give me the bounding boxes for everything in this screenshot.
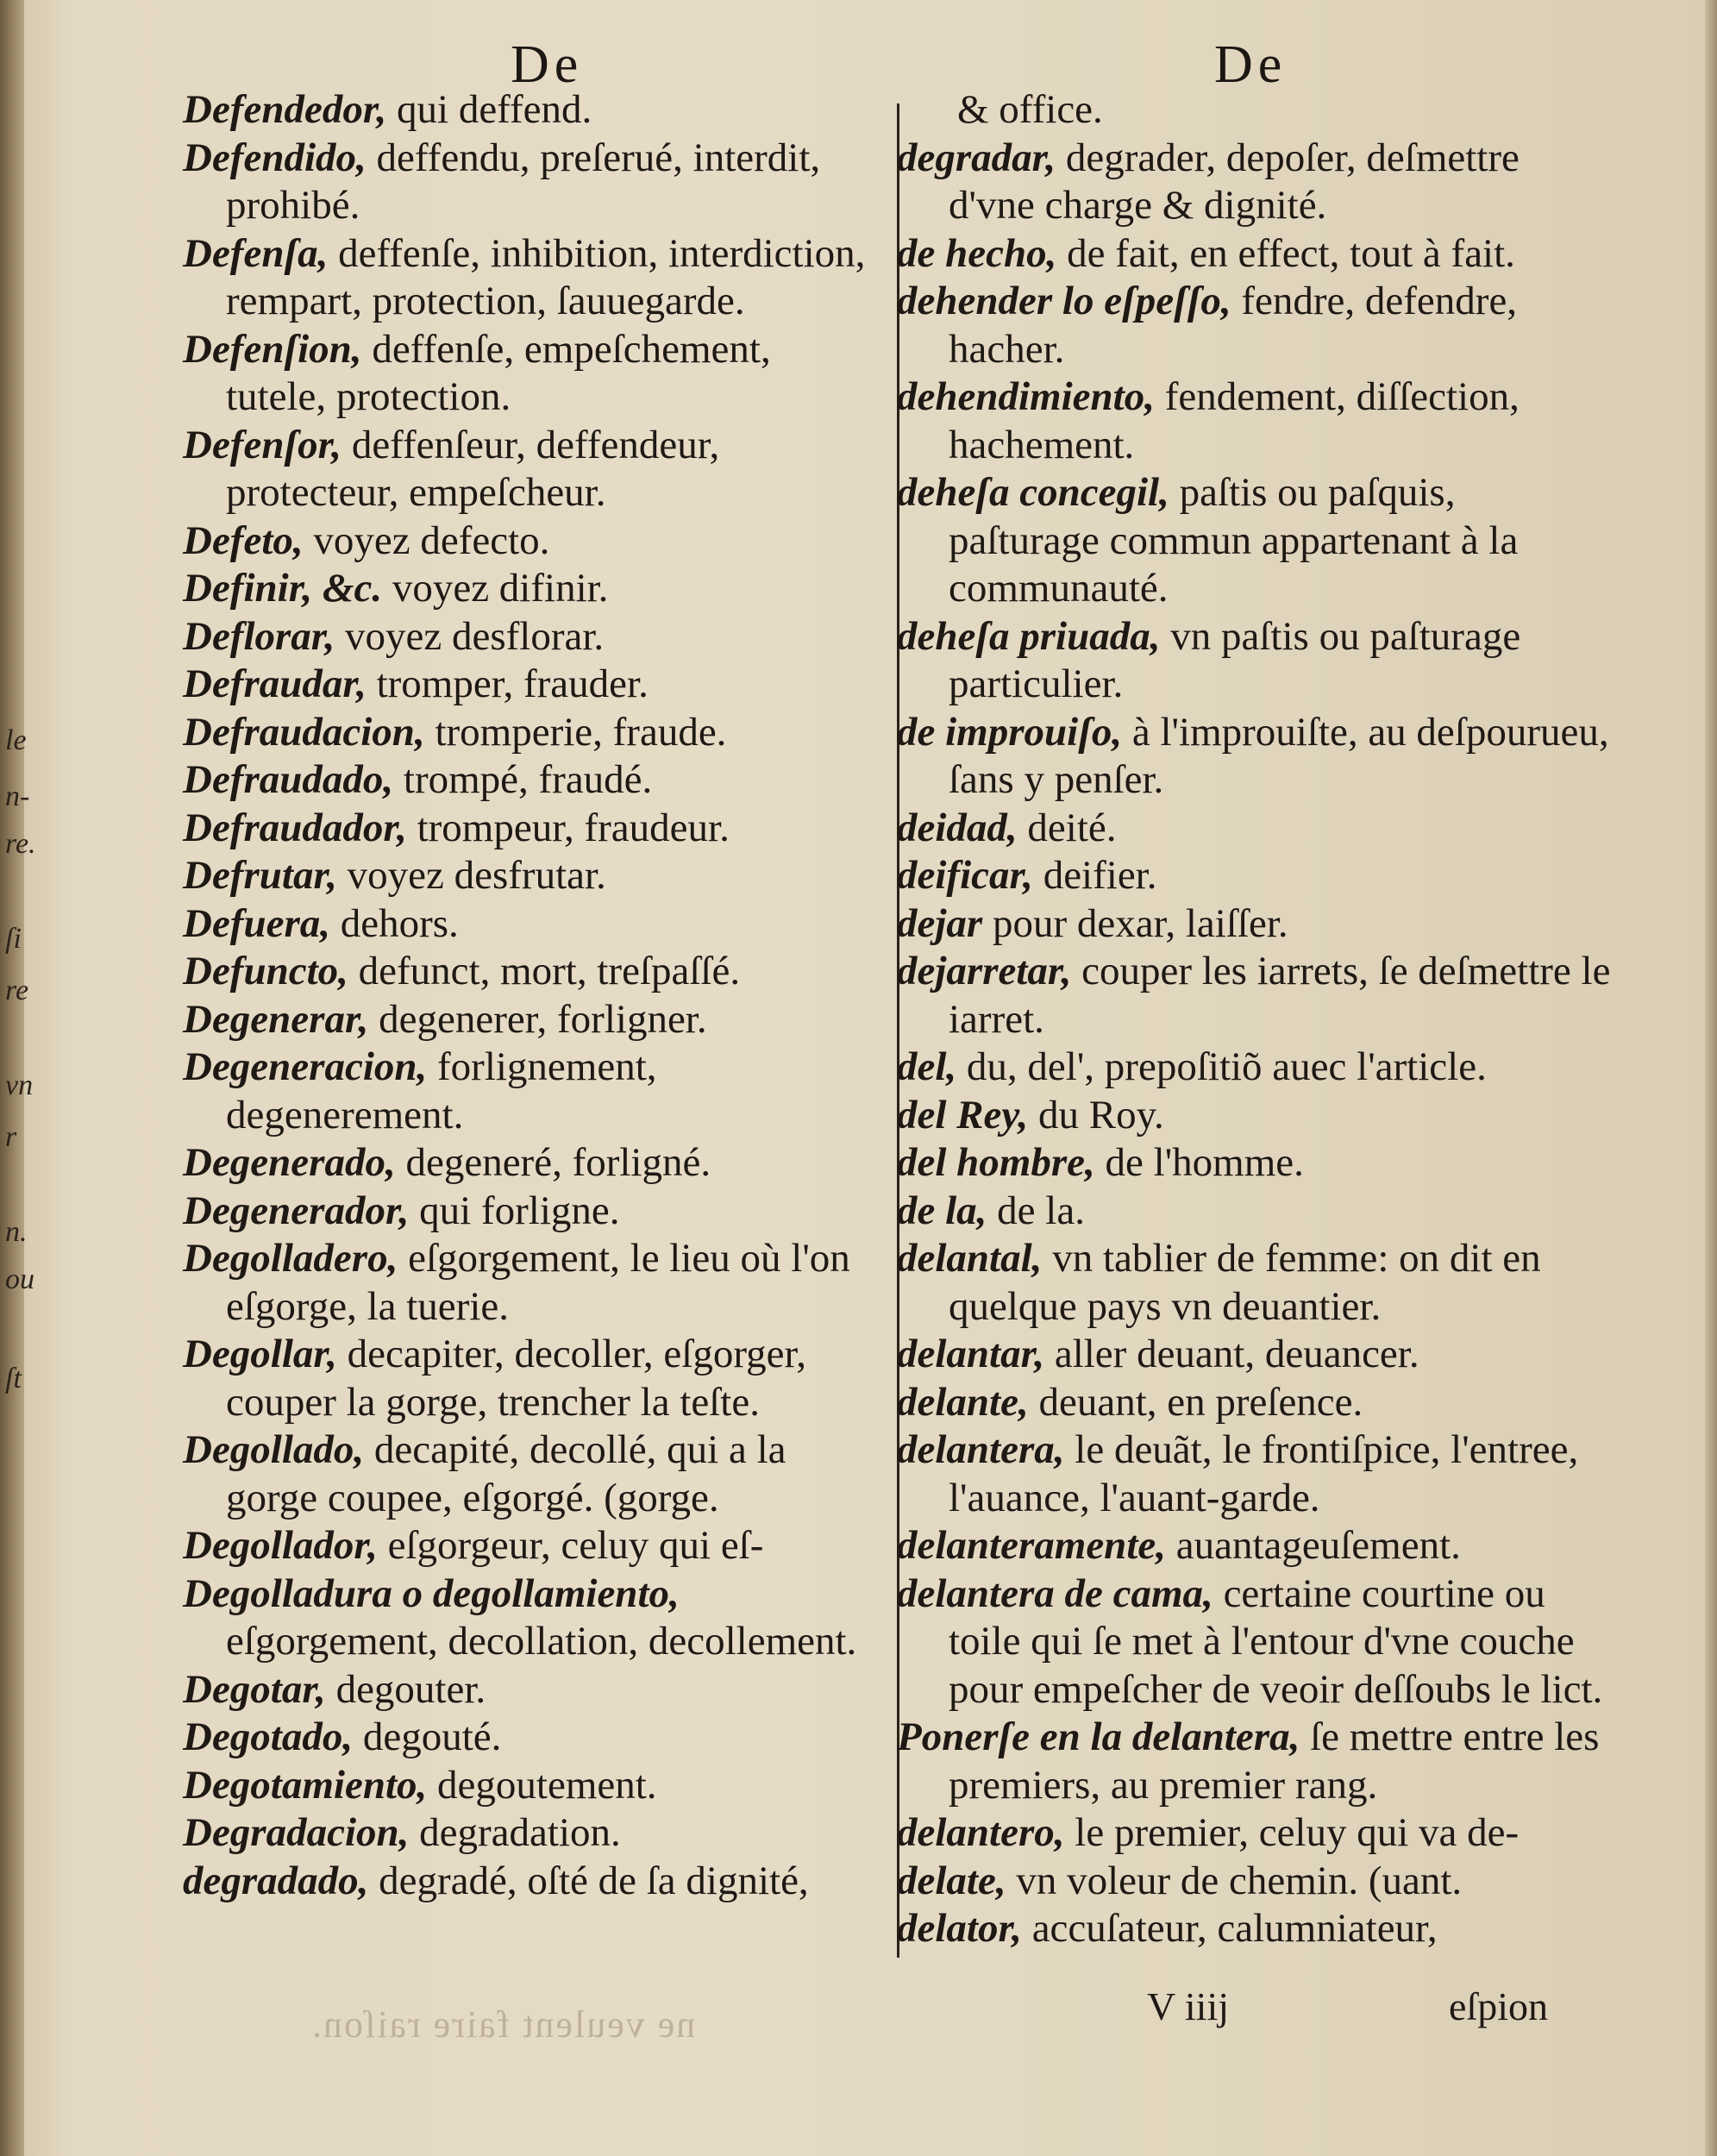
dictionary-entry — [897, 900, 1613, 949]
margin-fragment: ſt — [5, 1363, 22, 1395]
definition: trompé, fraudé. — [393, 757, 653, 802]
margin-fragment: le — [5, 724, 27, 756]
dictionary-entry — [183, 852, 873, 900]
dictionary-entry — [897, 1426, 1613, 1522]
dictionary-entry — [897, 1905, 1613, 1953]
headword: deidad, — [897, 805, 1018, 850]
headword: Defraudacion, — [183, 709, 425, 755]
dictionary-entry — [183, 805, 873, 853]
catchword: eſpion — [1449, 1984, 1548, 2028]
dictionary-entry — [897, 135, 1613, 230]
headword: Deflorar, — [183, 613, 335, 659]
dictionary-entry — [897, 805, 1613, 853]
dictionary-entry — [183, 1714, 873, 1762]
dictionary-entry — [897, 1714, 1613, 1809]
definition: tromper, frauder. — [366, 661, 649, 706]
definition: qui deffend. — [386, 87, 592, 132]
definition: ſe mettre entre les premiers, au premier rang. — [949, 1714, 1600, 1808]
headword: Degradacion, — [183, 1810, 410, 1855]
definition: accuſateur, calumniateur, — [1021, 1906, 1438, 1951]
definition: degradé, oſté de ſa dignité, — [368, 1858, 809, 1903]
headword: Defraudado, — [183, 757, 394, 802]
headword: Degolladero, — [183, 1236, 398, 1281]
headword: Degotar, — [183, 1666, 326, 1712]
definition: defunct, mort, treſpaſſé. — [348, 949, 741, 993]
headword: Defendedor, — [183, 87, 387, 132]
dictionary-entry — [897, 948, 1613, 1044]
headword: delanteramente, — [897, 1523, 1166, 1568]
dictionary-entry — [183, 517, 873, 566]
headword: del, — [897, 1044, 957, 1089]
definition: vn paſtis ou paſturage particulier. — [949, 613, 1521, 706]
headword: Degollar, — [183, 1332, 337, 1376]
definition: deffendu, preſerué, interdit, prohibé. — [226, 135, 821, 228]
headword: de la, — [897, 1188, 987, 1233]
dictionary-entry — [897, 1092, 1613, 1140]
definition: paſtis ou paſquis, paſturage commun appartenant à la communauté. — [949, 470, 1519, 611]
headword: delate, — [897, 1858, 1006, 1903]
definition: decapité, decollé, qui a la gorge coupee, eſgorgé. (gorge. — [226, 1427, 786, 1520]
definition: aller deuant, deuancer. — [1044, 1332, 1419, 1376]
headword: Defenſa, — [183, 230, 329, 276]
headword: Defuncto, — [183, 949, 348, 993]
dictionary-entry — [183, 1235, 873, 1331]
headword: Degeneracion, — [183, 1044, 428, 1089]
margin-fragment: ſi — [5, 923, 22, 955]
headword: Defenſion, — [183, 326, 362, 372]
dictionary-entry — [183, 1331, 873, 1426]
dictionary-entry — [183, 1809, 873, 1858]
dictionary-entry — [897, 1522, 1613, 1570]
definition: deffenſe, empeſchement, tutele, protection. — [226, 326, 771, 419]
headword: Definir, &c. — [183, 566, 383, 611]
definition: degenerer, forligner. — [368, 996, 707, 1042]
dictionary-entry — [183, 948, 873, 996]
margin-fragment: re — [5, 975, 29, 1006]
headword: del hombre, — [897, 1140, 1095, 1185]
headword: Degenerador, — [183, 1188, 410, 1233]
definition: voyez defecto. — [303, 517, 550, 563]
definition: eſgorgement, le lieu où l'on eſgorge, la tuerie. — [226, 1236, 850, 1329]
headword: Degolladura o degollamiento, — [183, 1570, 680, 1616]
margin-fragment: r — [5, 1121, 17, 1153]
margin-fragment: vn — [5, 1069, 34, 1101]
definition: vn voleur de chemin. (uant. — [1006, 1858, 1463, 1903]
definition: trompeur, fraudeur. — [406, 805, 730, 850]
definition: de la. — [987, 1188, 1085, 1233]
headword: Defrutar, — [183, 853, 337, 898]
definition: voyez desflorar. — [335, 613, 605, 659]
definition: deffenſeur, deffendeur, protecteur, empeſcheur. — [226, 422, 720, 515]
definition: eſgorgement, decollation, decollement. — [226, 1619, 857, 1664]
headword: Ponerſe en la delantera, — [897, 1714, 1300, 1759]
dictionary-entry — [183, 1570, 873, 1666]
left-column — [183, 86, 873, 1905]
headword: Defraudador, — [183, 805, 407, 850]
dictionary-entry — [183, 1188, 873, 1236]
definition: decapiter, decoller, eſgorger, couper la gorge, trencher la teſte. — [226, 1332, 807, 1425]
definition: forlignement, degenerement. — [226, 1044, 657, 1138]
headword: delantera, — [897, 1427, 1065, 1472]
dictionary-entry — [897, 278, 1613, 373]
dictionary-entry — [897, 1809, 1613, 1858]
headword: Degollador, — [183, 1523, 378, 1568]
definition: deité. — [1017, 805, 1117, 850]
definition: de fait, en effect, tout à fait. — [1056, 230, 1515, 276]
headword: de hecho, — [897, 230, 1057, 276]
definition: du, del', prepoſitiõ auec l'article. — [956, 1044, 1487, 1089]
headword: delantera de cama, — [897, 1570, 1213, 1616]
headword: degradar, — [897, 135, 1056, 180]
definition: degouté. — [353, 1714, 502, 1759]
dictionary-entry — [897, 230, 1613, 279]
dictionary-entry — [183, 1044, 873, 1139]
headword: Degotamiento, — [183, 1762, 428, 1808]
headword: Degenerar, — [183, 996, 369, 1042]
dictionary-entry — [897, 613, 1613, 709]
dictionary-entry — [183, 1139, 873, 1188]
definition: couper les iarrets, ſe deſmettre le iarret. — [949, 949, 1611, 1042]
headword: de improuiſo, — [897, 709, 1123, 755]
headword: Defuera, — [183, 900, 330, 946]
definition: à l'improuiſte, au deſpourueu, ſans y penſer. — [949, 709, 1609, 802]
dictionary-entry — [897, 1188, 1613, 1236]
dictionary-entry — [183, 230, 873, 326]
headword: Degotado, — [183, 1714, 354, 1759]
dictionary-entry — [897, 1235, 1613, 1331]
definition: fendre, defendre, hacher. — [949, 279, 1518, 372]
headword: delantal, — [897, 1236, 1043, 1281]
definition: tromperie, fraude. — [424, 709, 727, 755]
headword: delantar, — [897, 1332, 1045, 1376]
headword: dejar — [897, 900, 983, 946]
dictionary-entry — [897, 1858, 1613, 1906]
running-head-right: De — [1214, 35, 1288, 94]
running-head-left: De — [511, 35, 584, 94]
bleed-through-text: ne veulent faire raiſon. — [310, 2003, 696, 2046]
definition: voyez desfrutar. — [336, 853, 606, 898]
definition: voyez difinir. — [382, 566, 609, 611]
definition: deifier. — [1032, 853, 1157, 898]
definition: certaine courtine ou toile qui ſe met à l'entour d'vne couche pour empeſcher de veoir deſſoubs le lict. — [949, 1570, 1603, 1712]
dictionary-entry — [897, 1139, 1613, 1188]
dictionary-entry — [183, 1858, 873, 1906]
definition: degeneré, forligné. — [395, 1140, 711, 1185]
dictionary-entry — [183, 326, 873, 422]
headword: deheſa concegil, — [897, 470, 1169, 515]
definition: le deuãt, le frontiſpice, l'entree, l'auance, l'auant-garde. — [949, 1427, 1579, 1520]
dictionary-entry — [183, 661, 873, 709]
headword: Degenerado, — [183, 1140, 396, 1185]
headword: deificar, — [897, 853, 1033, 898]
dictionary-entry — [183, 709, 873, 757]
headword: dejarretar, — [897, 949, 1072, 993]
dictionary-entry — [183, 1666, 873, 1714]
definition: degrader, depoſer, deſmettre d'vne charge & dignité. — [949, 135, 1520, 228]
headword: Defendido, — [183, 135, 367, 180]
definition: pour dexar, laiſſer. — [982, 900, 1288, 946]
dictionary-entry — [897, 469, 1613, 613]
headword: dehender lo eſpeſſo, — [897, 279, 1231, 323]
definition: degradation. — [409, 1810, 621, 1855]
dictionary-entry — [897, 1379, 1613, 1427]
headword: delator, — [897, 1906, 1022, 1951]
dictionary-entry — [183, 1762, 873, 1810]
definition: deffenſe, inhibition, interdiction, rempart, protection, ſauuegarde. — [226, 230, 866, 323]
dictionary-entry — [897, 1570, 1613, 1714]
dictionary-entry — [183, 996, 873, 1044]
definition: le premier, celuy qui va de- — [1064, 1810, 1520, 1855]
dictionary-entry — [897, 852, 1613, 900]
headword: delantero, — [897, 1810, 1065, 1855]
signature-mark: V iiij — [1147, 1984, 1230, 2028]
dictionary-entry — [183, 1522, 873, 1570]
definition: vn tablier de femme: on dit en quelque pays vn deuantier. — [949, 1236, 1541, 1329]
dictionary-entry — [897, 1331, 1613, 1379]
margin-fragment: n. — [5, 1216, 28, 1248]
margin-fragment: re. — [5, 828, 36, 860]
dictionary-entry — [183, 1426, 873, 1522]
dictionary-entry — [183, 135, 873, 230]
dictionary-entry — [183, 86, 873, 135]
headword: del Rey, — [897, 1092, 1029, 1138]
headword: Defeto, — [183, 517, 304, 563]
definition: deuant, en preſence. — [1028, 1379, 1363, 1425]
headword: delante, — [897, 1379, 1029, 1425]
headword: Defraudar, — [183, 661, 367, 706]
continuation-line: & office. — [957, 87, 1103, 132]
dictionary-entry — [183, 900, 873, 949]
definition: de l'homme. — [1094, 1140, 1304, 1185]
definition: fendement, diſſection, hachement. — [949, 374, 1520, 467]
margin-fragment: ou — [5, 1263, 34, 1295]
dictionary-entry — [183, 756, 873, 805]
dictionary-entry — [897, 1044, 1613, 1092]
definition: qui forligne. — [409, 1188, 620, 1233]
definition: eſgorgeur, celuy qui eſ- — [377, 1523, 764, 1568]
dictionary-entry — [183, 422, 873, 517]
right-column — [897, 86, 1613, 1953]
headword: degradado, — [183, 1858, 369, 1903]
dictionary-entry — [183, 565, 873, 613]
headword: Degollado, — [183, 1427, 365, 1472]
definition: auantageuſement. — [1166, 1523, 1461, 1568]
definition: dehors. — [330, 900, 459, 946]
dictionary-entry — [183, 613, 873, 661]
dictionary-entry — [897, 373, 1613, 469]
definition: degouter. — [325, 1666, 486, 1712]
definition: degoutement. — [427, 1762, 657, 1808]
definition: du Roy. — [1028, 1092, 1164, 1138]
margin-fragment: n- — [5, 780, 30, 812]
headword: dehendimiento, — [897, 374, 1155, 419]
headword: deheſa priuada, — [897, 613, 1161, 659]
headword: Defenſor, — [183, 422, 342, 467]
page-edge-shadow — [1705, 0, 1717, 2156]
dictionary-entry — [897, 709, 1613, 805]
